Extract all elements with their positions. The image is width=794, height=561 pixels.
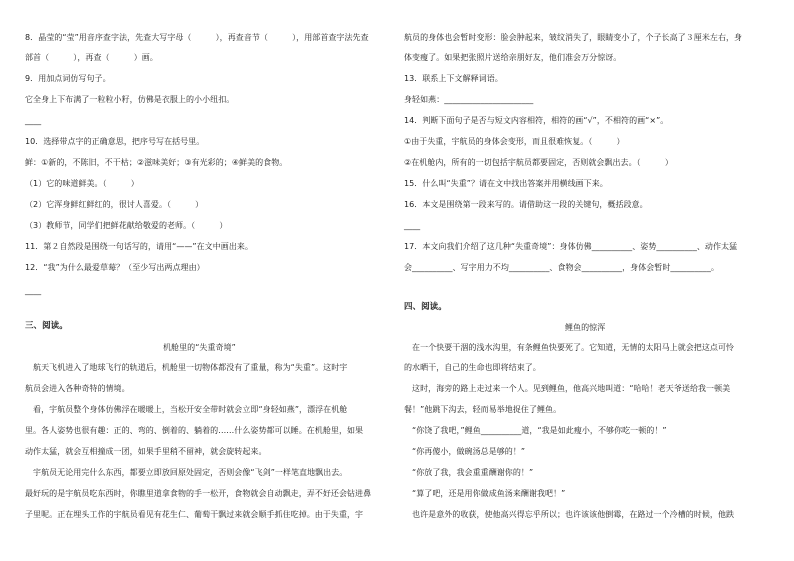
q8-line1: 8．晶莹的“莹”用音序查字法，先查大写字母（ ），再查音节（ ），用部首查字法先查 (25, 33, 369, 42)
passage-2-line: “你再傻小，做碗汤总是够的！” (404, 447, 526, 456)
passage-2-line: 也许是意外的收获，使他高兴得忘乎所以；也许该该他倒霉，在路过一个冷槽的时候，他跌 (404, 510, 735, 519)
q15: 15．什么叫“失重”？请在文中找出答案并用横线画下来。 (404, 179, 608, 188)
q10-item-1: （1）它的味道鲜美。（ ） (25, 179, 139, 188)
section-4-heading: 四、阅读。 (404, 302, 447, 312)
q14-item-1: ①由于失重，宇航员的身体会变形，而且很难恢复。（ ） (404, 137, 625, 146)
passage-2-line: 的水晒干，自己的生命也即将结束了。 (404, 363, 541, 372)
passage-1-line: 子里呢。正在埋头工作的宇航员看见有花生仁、葡萄干飘过来就会顺手抓住吃掉。由于失重，宇 (25, 510, 364, 519)
passage-1-line: 动作太猛，就会互相撞成一团，如果手里稍不留神，就会旋转起来。 (25, 447, 267, 456)
passage-1-line: 航员会进入各种奇特的情境。 (25, 384, 130, 393)
section-3-heading: 三、阅读。 (25, 321, 68, 331)
q8-line2: 部首（ ），再查（ ）画。 (25, 53, 158, 62)
q12: 12．“我”为什么最爱草莓？（至少写出两点理由） (25, 263, 205, 272)
passage-2-line: 餐！”他跳下沟去，轻而易举地捉住了鲤鱼。 (404, 405, 562, 414)
q14-item-2: ②在机舱内，所有的一切包括宇航员都要固定，否则就会飘出去。（ ） (404, 158, 673, 167)
passage-1-title: 机舱里的“失重奇境” (163, 343, 236, 352)
q12-answer-line: ____ (25, 286, 42, 295)
q9-answer-line: ____ (25, 116, 42, 125)
passage-1-line: 看，宇航员整个身体仿佛浮在暖暖上，当松开安全带时就会立即“身轻如燕”，漂浮在机舱 (25, 405, 348, 414)
q13: 13．联系上下文解释词语。 (404, 74, 503, 83)
q10-item-2: （2）它浑身鲜红鲜红的，很讨人喜爱。（ ） (25, 200, 204, 209)
passage-2-line: 这时，海旁的路上走过来一个人。见到鲤鱼，他高兴地叫道：“哈哈！老天爷送给我一顿美 (404, 384, 731, 393)
passage-1-line: 宇航员无论用完什么东西，都要立即放回原处固定，否则会像“飞剑”一样笔直地飘出去。 (25, 468, 348, 477)
passage-2-line: 在一个快要干涸的浅水沟里，有条鲤鱼快要死了。它知道，无情的太阳马上就会把这点可怜 (404, 343, 735, 352)
passage-2-title: 鲤鱼的惊浑 (565, 323, 606, 332)
q9-example: 它全身上下布满了一粒粒小籽，仿佛是衣服上的小小纽扣。 (25, 95, 235, 104)
q17-line1: 17．本文向我们介绍了这几种“失重奇境”：身体仿佛__________、姿势__________、动作太猛 (404, 242, 738, 251)
passage-1-line: 里。各人姿势也很有趣：正的、弯的、倒着的、躺着的……什么姿势都可以睡。在机舱里，如果 (25, 426, 364, 435)
passage-2-line: “你放了我，我会重重酬谢你的！” (404, 468, 534, 477)
passage-1-line: 体变瘦了。如果把张照片送给亲朋好友，他们准会万分惊讶。 (404, 53, 622, 62)
q11: 11．第２自然段是围绕一句话写的，请用“——”在文中画出来。 (25, 242, 253, 251)
q13-blank: 身轻如燕：______________________ (404, 95, 534, 104)
passage-1-line: 航员的身体也会暂时变形：脸会肿起来，皱纹消失了，眼睛变小了，个子长高了３厘米左右，身 (404, 33, 743, 42)
q10-meanings: 鲜：①新的，不陈旧，不干枯；②滋味美好；③有光彩的；④鲜美的食物。 (25, 158, 288, 167)
passage-2-line: “你饶了我吧，”鲤鱼__________道，“我是如此瘦小，不够你吃一顿的！” (404, 426, 667, 435)
q10-prompt: 10．选择带点字的正确意思，把序号写在括号里。 (25, 137, 205, 146)
q14-prompt: 14．判断下面句子是否与短文内容相符，相符的画“√”，不相符的画“×”。 (404, 116, 669, 125)
q10-item-3: （3）教师节，同学们把鲜花献给敬爱的老师。（ ） (25, 221, 228, 230)
q9-prompt: 9．用加点词仿写句子。 (25, 74, 111, 83)
passage-1-line: 航天飞机进入了地球飞行的轨道后，机舱里一切物体都没有了重量，称为“失重”。这时宇 (25, 363, 348, 372)
q16-answer-line: ____ (404, 221, 421, 230)
passage-1-line: 最好玩的是宇航员吃东西时，你瞧里道拿食物的手一松开，食物就会自动飘走，弄不好还会钻进鼻 (25, 489, 372, 498)
q16: 16．本文是围绕第一段来写的。请借助这一段的关键句，概括段意。 (404, 200, 648, 209)
passage-2-line: “算了吧，还是用你做成鱼汤来酬谢我吧！” (404, 489, 566, 498)
q17-line2: 会__________、写字用力不均__________、食物会__________，身体会暂时__________。 (404, 263, 719, 272)
